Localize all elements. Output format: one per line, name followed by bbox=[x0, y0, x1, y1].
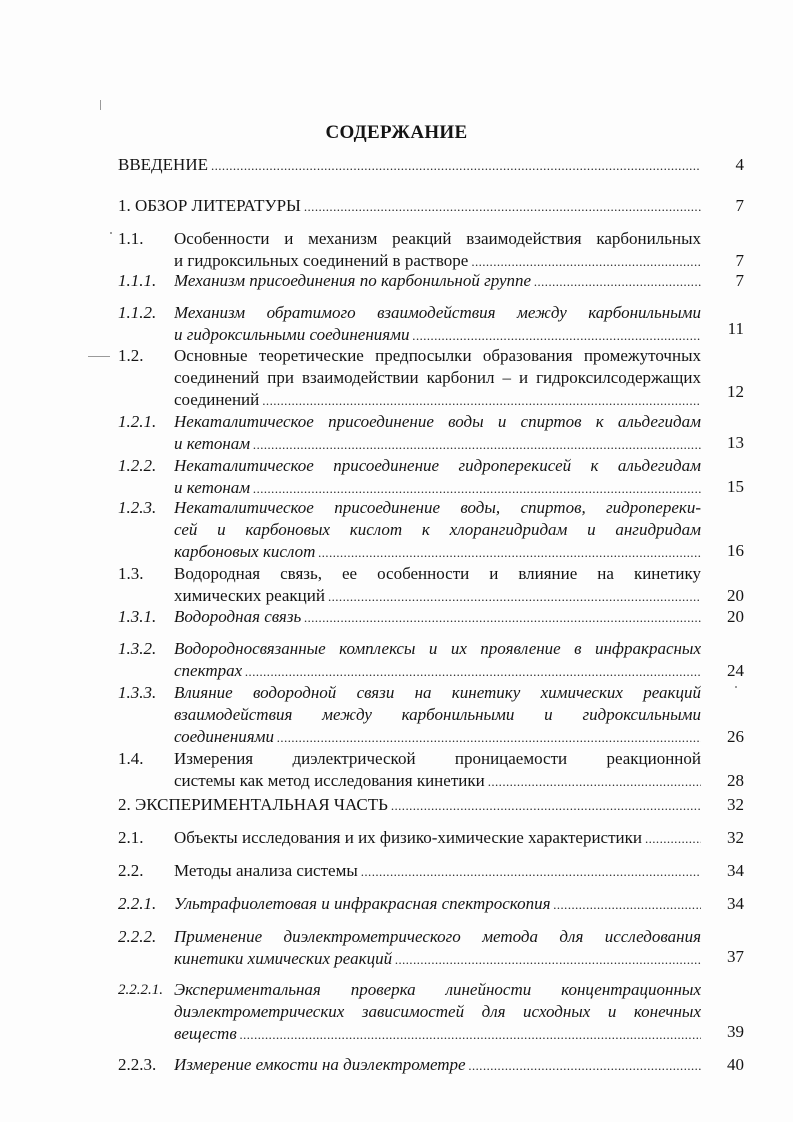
toc-entry-line[interactable]: взаимодействия между карбонильными и гидроксильными bbox=[174, 705, 701, 724]
toc-entry-number: 1.3.2. bbox=[118, 639, 157, 658]
toc-page-number: 32 bbox=[727, 828, 744, 847]
toc-entry-line[interactable] bbox=[174, 1023, 701, 1045]
toc-page-number: 40 bbox=[727, 1055, 744, 1074]
toc-entry-line[interactable]: Влияние водородной связи на кинетику химических реакций bbox=[174, 683, 701, 702]
toc-entry-line[interactable]: Экспериментальная проверка линейности концентрационных bbox=[174, 980, 701, 999]
toc-entry-text: карбоновых кислот bbox=[174, 542, 316, 561]
toc-entry-number: 1.2.2. bbox=[118, 456, 157, 475]
toc-page-number: 37 bbox=[727, 947, 744, 966]
toc-entry-line[interactable]: Механизм обратимого взаимодействия между карбонильными bbox=[174, 303, 701, 322]
toc-entry-line[interactable]: соединений при взаимодействии карбонил – и гидроксилсодержащих bbox=[174, 368, 701, 387]
toc-entry-text: Ультрафиолетовая и инфракрасная спектроскопия bbox=[174, 894, 551, 913]
toc-entry-text: Водородная связь bbox=[174, 607, 302, 626]
toc-entry-line[interactable] bbox=[174, 585, 701, 607]
toc-entry-text: 1. ОБЗОР ЛИТЕРАТУРЫ bbox=[118, 196, 301, 215]
toc-page-number: 34 bbox=[727, 894, 744, 913]
leader-dots bbox=[277, 727, 701, 748]
toc-entry-text: Механизм присоединения по карбонильной группе bbox=[174, 271, 532, 290]
toc-page-number: 20 bbox=[727, 586, 744, 605]
leader-dots bbox=[211, 155, 701, 176]
toc-entry-text: ВВЕДЕНИЕ bbox=[118, 155, 208, 174]
leader-dots bbox=[304, 196, 701, 217]
toc-entry-number: 1.4. bbox=[118, 749, 144, 768]
toc-entry-text: соединениями bbox=[174, 727, 275, 746]
toc-entry-number: 1.3.1. bbox=[118, 607, 157, 626]
toc-entry-line[interactable] bbox=[174, 324, 701, 346]
toc-entry-number: 1.3.3. bbox=[118, 683, 157, 702]
toc-entry-line[interactable] bbox=[174, 893, 701, 915]
toc-entry-line[interactable]: сей и карбоновых кислот к хлорангидридам и ангидридам bbox=[174, 520, 701, 539]
toc-entry-text: и гидроксильных соединений в растворе bbox=[174, 251, 469, 270]
toc-entry-line[interactable]: Водородносвязанные комплексы и их проявление в инфракрасных bbox=[174, 639, 701, 658]
toc-entry-line[interactable]: Особенности и механизм реакций взаимодействия карбонильных bbox=[174, 229, 701, 248]
leader-dots bbox=[534, 271, 701, 292]
toc-entry-line[interactable] bbox=[174, 860, 701, 882]
leader-dots bbox=[361, 861, 701, 882]
toc-entry-text: Измерение емкости на диэлектрометре bbox=[174, 1055, 466, 1074]
leader-dots bbox=[553, 894, 701, 915]
toc-entry-line[interactable]: Водородная связь, ее особенности и влияние на кинетику bbox=[174, 564, 701, 583]
toc-entry-line[interactable] bbox=[174, 770, 701, 792]
leader-dots bbox=[471, 251, 701, 272]
toc-page-number: 7 bbox=[735, 196, 744, 215]
toc-page-number: 15 bbox=[727, 477, 744, 496]
toc-entry-line[interactable] bbox=[174, 433, 701, 455]
toc-entry-text: и кетонам bbox=[174, 434, 251, 453]
toc-entry-number: 1.1. bbox=[118, 229, 144, 248]
toc-entry-line[interactable] bbox=[174, 827, 701, 849]
toc-entry-number: 1.2.3. bbox=[118, 498, 157, 517]
toc-page-number: 13 bbox=[727, 433, 744, 452]
toc-entry-number: 2.2.3. bbox=[118, 1055, 157, 1074]
toc-entry-text: спектрах bbox=[174, 661, 243, 680]
toc-entry[interactable] bbox=[118, 195, 701, 217]
toc-entry[interactable] bbox=[118, 154, 701, 176]
leader-dots bbox=[318, 542, 701, 563]
leader-dots bbox=[469, 1055, 701, 1076]
toc-entry-line[interactable]: Измерения диэлектрической проницаемости реакционной bbox=[174, 749, 701, 768]
toc-entry-text: 2. ЭКСПЕРИМЕНТАЛЬНАЯ ЧАСТЬ bbox=[118, 795, 388, 814]
toc-entry-number: 2.1. bbox=[118, 828, 144, 847]
toc-entry-line[interactable] bbox=[174, 1054, 701, 1076]
scan-speck bbox=[100, 100, 101, 110]
toc-entry-line[interactable] bbox=[174, 541, 701, 563]
toc-entry-text: системы как метод исследования кинетики bbox=[174, 771, 485, 790]
toc-entry-number: 1.1.1. bbox=[118, 271, 157, 290]
toc-entry-text: химических реакций bbox=[174, 586, 325, 605]
toc-entry-number: 1.2. bbox=[118, 346, 144, 365]
toc-entry-text: Объекты исследования и их физико-химические характеристики bbox=[174, 828, 642, 847]
toc-entry-line[interactable] bbox=[174, 660, 701, 682]
leader-dots bbox=[253, 478, 701, 499]
toc-entry-line[interactable]: диэлектрометрических зависимостей для исходных и конечных bbox=[174, 1002, 701, 1021]
toc-page-number: 28 bbox=[727, 771, 744, 790]
toc-page-number: 11 bbox=[727, 319, 744, 338]
toc-entry-line[interactable] bbox=[174, 477, 701, 499]
toc-entry-text: кинетики химических реакций bbox=[174, 949, 393, 968]
leader-dots bbox=[253, 434, 701, 455]
toc-entry-line[interactable]: Применение диэлектрометрического метода для исследования bbox=[174, 927, 701, 946]
page-title: СОДЕРЖАНИЕ bbox=[325, 122, 468, 143]
toc-entry-line[interactable]: Некаталитическое присоединение гидроперекисей к альдегидам bbox=[174, 456, 701, 475]
toc-entry-line[interactable] bbox=[174, 606, 701, 628]
toc-entry-text: и гидроксильными соединениями bbox=[174, 325, 410, 344]
leader-dots bbox=[245, 661, 701, 682]
toc-entry-number: 1.3. bbox=[118, 564, 144, 583]
toc-page-number: 26 bbox=[727, 727, 744, 746]
toc-entry-line[interactable] bbox=[174, 389, 701, 411]
leader-dots bbox=[645, 828, 701, 849]
scan-speck bbox=[735, 686, 737, 688]
leader-dots bbox=[488, 771, 701, 792]
toc-page-number: 4 bbox=[735, 155, 744, 174]
toc-page-number: 16 bbox=[727, 541, 744, 560]
toc-entry-number: 2.2. bbox=[118, 861, 144, 880]
toc-page-number: 12 bbox=[727, 382, 744, 401]
toc-entry-line[interactable]: Некаталитическое присоединение воды, спиртов, гидропереки- bbox=[174, 498, 701, 517]
toc-entry-line[interactable]: Основные теоретические предпосылки образования промежуточных bbox=[174, 346, 701, 365]
toc-page-number: 34 bbox=[727, 861, 744, 880]
toc-page-number: 20 bbox=[727, 607, 744, 626]
leader-dots bbox=[304, 607, 701, 628]
toc-entry-text: веществ bbox=[174, 1024, 237, 1043]
toc-entry-text: соединений bbox=[174, 390, 260, 409]
toc-entry-line[interactable] bbox=[174, 948, 701, 970]
toc-entry-number: 1.2.1. bbox=[118, 412, 157, 431]
leader-dots bbox=[395, 949, 701, 970]
toc-entry-text: и кетонам bbox=[174, 478, 251, 497]
toc-entry-line[interactable] bbox=[174, 726, 701, 748]
scan-speck bbox=[110, 232, 112, 234]
scan-speck bbox=[88, 356, 110, 357]
toc-entry-line[interactable] bbox=[174, 270, 701, 292]
toc-entry-number: 2.2.1. bbox=[118, 894, 157, 913]
toc-entry-text: Методы анализа системы bbox=[174, 861, 358, 880]
toc-entry-number: 1.1.2. bbox=[118, 303, 157, 322]
leader-dots bbox=[413, 325, 701, 346]
toc-page-number: 32 bbox=[727, 795, 744, 814]
toc-page-number: 7 bbox=[735, 251, 744, 270]
leader-dots bbox=[262, 390, 701, 411]
leader-dots bbox=[240, 1024, 701, 1045]
toc-entry-line[interactable]: Некаталитическое присоединение воды и спиртов к альдегидам bbox=[174, 412, 701, 431]
leader-dots bbox=[391, 795, 701, 816]
toc-page-number: 24 bbox=[727, 661, 744, 680]
leader-dots bbox=[328, 586, 701, 607]
toc-entry-number: 2.2.2. bbox=[118, 927, 157, 946]
toc-page-number: 7 bbox=[735, 271, 744, 290]
toc-entry-line[interactable] bbox=[174, 250, 701, 272]
toc-entry[interactable] bbox=[118, 794, 701, 816]
toc-page-number: 39 bbox=[727, 1022, 744, 1041]
toc-entry-number: 2.2.2.1. bbox=[118, 982, 163, 998]
